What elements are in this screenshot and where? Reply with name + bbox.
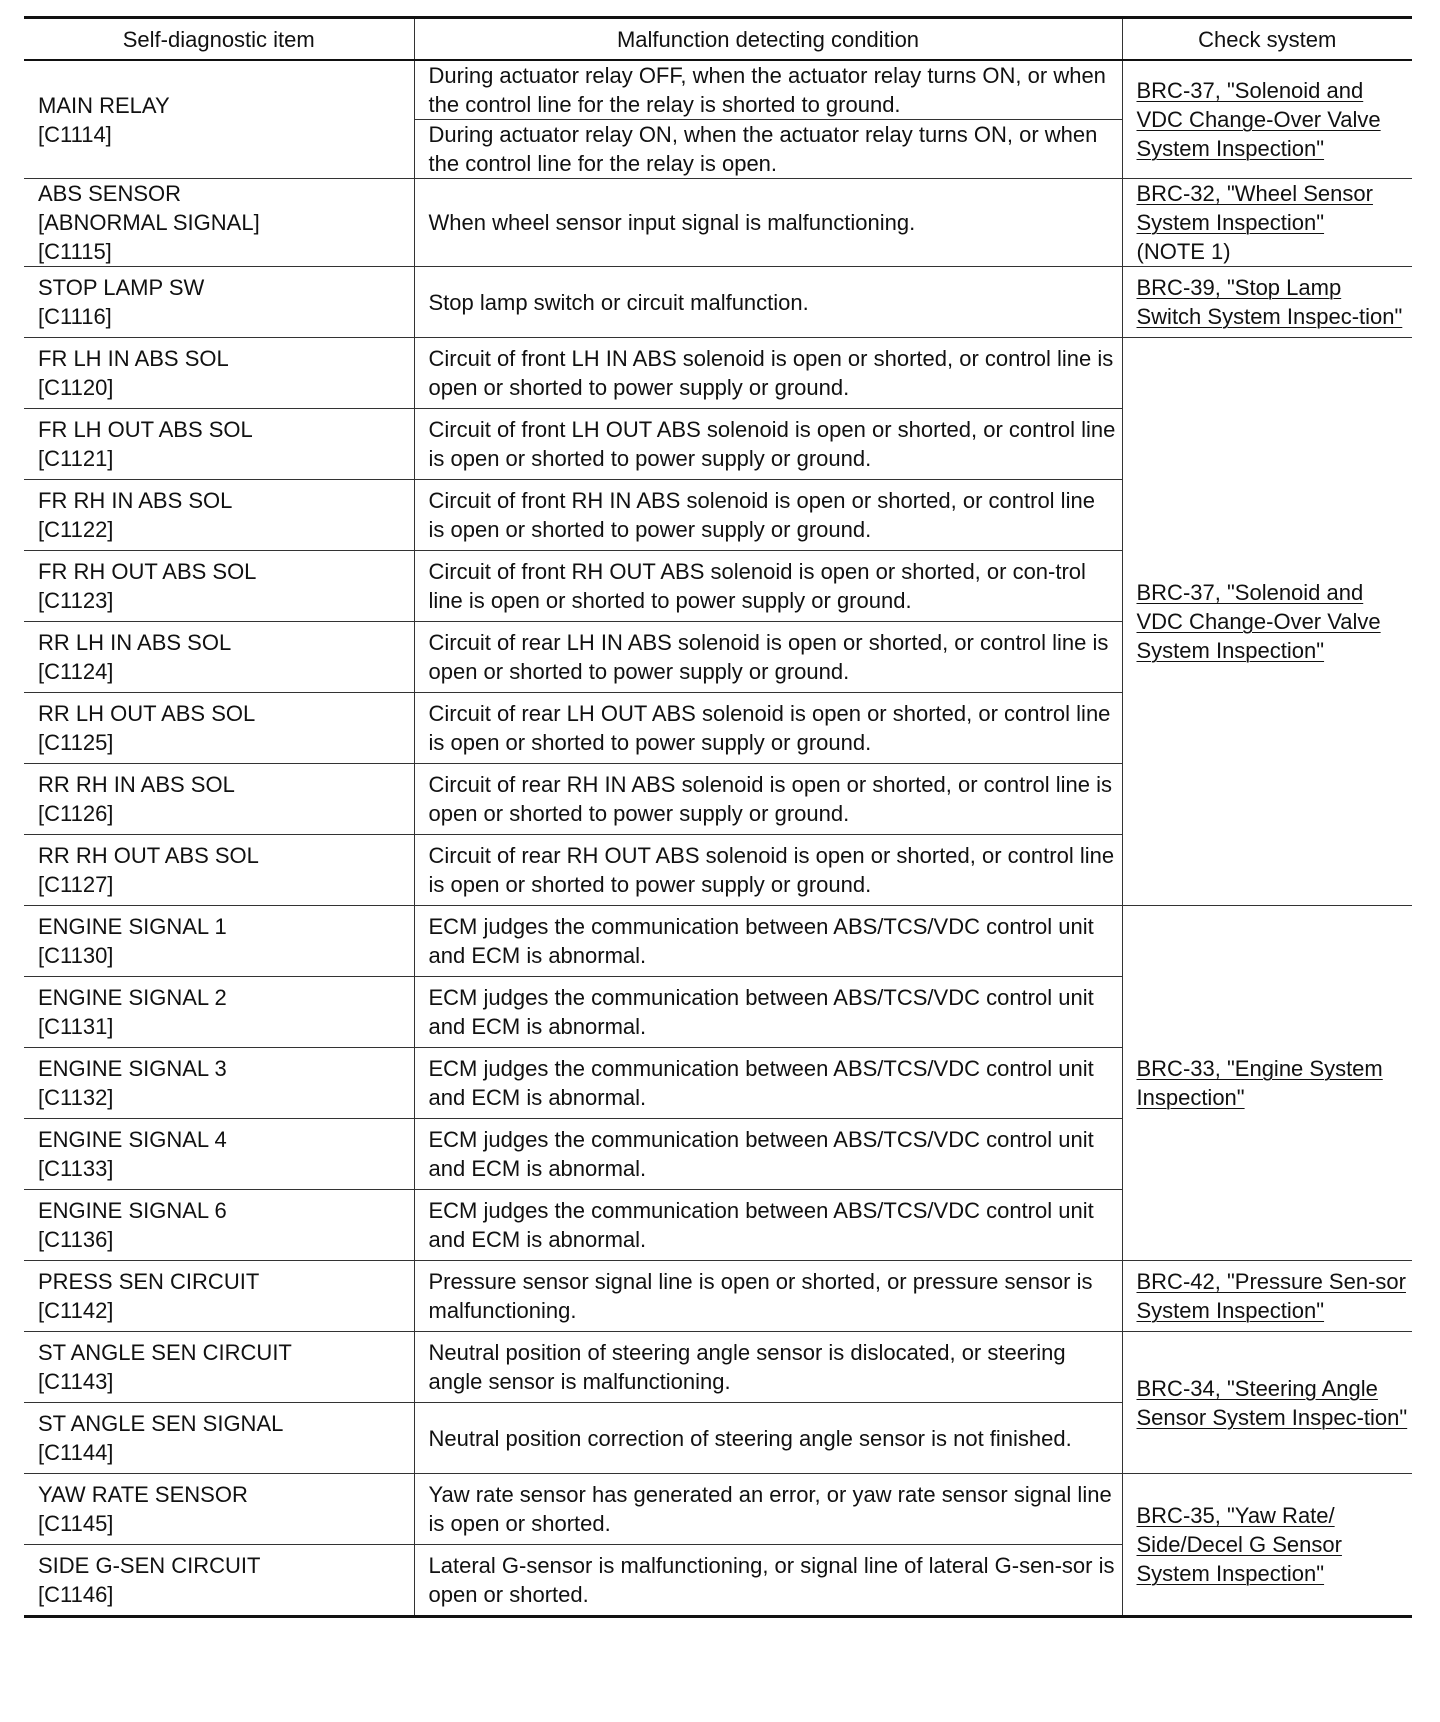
malfunction-condition-cell: Pressure sensor signal line is open or shorted, or pressure sensor is malfunctioning. — [414, 1261, 1122, 1332]
malfunction-condition-cell: Circuit of rear RH IN ABS solenoid is open or shorted, or control line is open or shorted to power supply or ground. — [414, 764, 1122, 835]
check-system-note: (NOTE 1) — [1136, 239, 1231, 264]
table-row — [24, 338, 1412, 409]
check-system-link[interactable]: BRC-32, "Wheel Sensor System Inspection" — [1136, 181, 1373, 235]
malfunction-condition-cell: ECM judges the communication between ABS/TCS/VDC control unit and ECM is abnormal. — [414, 977, 1122, 1048]
malfunction-condition-cell: Neutral position correction of steering angle sensor is not finished. — [414, 1403, 1122, 1474]
malfunction-condition-cell: When wheel sensor input signal is malfunctioning. — [414, 179, 1122, 267]
malfunction-condition-cell: Circuit of front RH IN ABS solenoid is open or shorted, or control line is open or shorted to power supply or ground. — [414, 480, 1122, 551]
diagnostic-item-cell: ENGINE SIGNAL 1 [C1130] — [24, 906, 414, 977]
check-system-cell — [1122, 1332, 1412, 1474]
table-row — [24, 267, 1412, 338]
check-system-link[interactable]: BRC-37, "Solenoid and VDC Change-Over Valve System Inspection" — [1136, 580, 1381, 663]
table-row — [24, 906, 1412, 977]
malfunction-condition-cell: Yaw rate sensor has generated an error, or yaw rate sensor signal line is open or shorted. — [414, 1474, 1122, 1545]
diagnostic-item-cell: RR LH OUT ABS SOL [C1125] — [24, 693, 414, 764]
malfunction-condition-cell: Circuit of rear LH IN ABS solenoid is open or shorted, or control line is open or shorted to power supply or ground. — [414, 622, 1122, 693]
table-row — [24, 1261, 1412, 1332]
table-row — [24, 60, 1412, 120]
diagnostic-item-cell: PRESS SEN CIRCUIT [C1142] — [24, 1261, 414, 1332]
malfunction-condition-cell: Neutral position of steering angle sensor is dislocated, or steering angle sensor is malfunctioning. — [414, 1332, 1122, 1403]
header-malfunction-condition: Malfunction detecting condition — [414, 18, 1122, 61]
self-diagnostic-table — [24, 16, 1412, 1618]
diagnostic-item-cell: RR RH IN ABS SOL [C1126] — [24, 764, 414, 835]
diagnostic-item-cell: ENGINE SIGNAL 6 [C1136] — [24, 1190, 414, 1261]
diagnostic-item-cell: FR RH OUT ABS SOL [C1123] — [24, 551, 414, 622]
check-system-link[interactable]: BRC-42, "Pressure Sen-sor System Inspection" — [1136, 1269, 1406, 1323]
malfunction-condition-cell: ECM judges the communication between ABS/TCS/VDC control unit and ECM is abnormal. — [414, 1190, 1122, 1261]
table-body — [24, 60, 1412, 1617]
check-system-cell — [1122, 906, 1412, 1261]
diagnostic-item-cell: FR RH IN ABS SOL [C1122] — [24, 480, 414, 551]
diagnostic-item-cell: MAIN RELAY [C1114] — [24, 60, 414, 179]
malfunction-condition-cell: Stop lamp switch or circuit malfunction. — [414, 267, 1122, 338]
diagnostic-item-cell: RR LH IN ABS SOL [C1124] — [24, 622, 414, 693]
check-system-cell — [1122, 338, 1412, 906]
check-system-cell — [1122, 179, 1412, 267]
malfunction-condition-cell: During actuator relay ON, when the actuator relay turns ON, or when the control line for the relay is open. — [414, 120, 1122, 179]
malfunction-condition-cell: ECM judges the communication between ABS/TCS/VDC control unit and ECM is abnormal. — [414, 1119, 1122, 1190]
diagnostic-item-cell: ABS SENSOR [ABNORMAL SIGNAL] [C1115] — [24, 179, 414, 267]
diagnostic-item-cell: SIDE G-SEN CIRCUIT [C1146] — [24, 1545, 414, 1617]
diagnostic-item-cell: STOP LAMP SW [C1116] — [24, 267, 414, 338]
malfunction-condition-cell: ECM judges the communication between ABS/TCS/VDC control unit and ECM is abnormal. — [414, 906, 1122, 977]
check-system-link[interactable]: BRC-37, "Solenoid and VDC Change-Over Valve System Inspection" — [1136, 78, 1381, 161]
diagnostic-item-cell: ST ANGLE SEN SIGNAL [C1144] — [24, 1403, 414, 1474]
table-row — [24, 1474, 1412, 1545]
malfunction-condition-cell: ECM judges the communication between ABS/TCS/VDC control unit and ECM is abnormal. — [414, 1048, 1122, 1119]
table-header-row — [24, 18, 1412, 61]
check-system-link[interactable]: BRC-34, "Steering Angle Sensor System Inspec-tion" — [1136, 1375, 1408, 1430]
diagnostic-item-cell: RR RH OUT ABS SOL [C1127] — [24, 835, 414, 906]
check-system-link[interactable]: BRC-33, "Engine System Inspection" — [1136, 1056, 1383, 1110]
check-system-cell — [1122, 1261, 1412, 1332]
check-system-cell — [1122, 1474, 1412, 1617]
diagnostic-item-cell: FR LH OUT ABS SOL [C1121] — [24, 409, 414, 480]
malfunction-condition-cell: Circuit of rear LH OUT ABS solenoid is open or shorted, or control line is open or shorted to power supply or ground. — [414, 693, 1122, 764]
check-system-cell — [1122, 267, 1412, 338]
diagnostic-item-cell: FR LH IN ABS SOL [C1120] — [24, 338, 414, 409]
malfunction-condition-cell: Circuit of front RH OUT ABS solenoid is open or shorted, or con-trol line is open or shorted to power supply or ground. — [414, 551, 1122, 622]
diagnostic-item-cell: ST ANGLE SEN CIRCUIT [C1143] — [24, 1332, 414, 1403]
check-system-link[interactable]: BRC-35, "Yaw Rate/ Side/Decel G Sensor System Inspection" — [1136, 1503, 1342, 1586]
diagnostic-item-cell: ENGINE SIGNAL 4 [C1133] — [24, 1119, 414, 1190]
diagnostic-item-cell: ENGINE SIGNAL 3 [C1132] — [24, 1048, 414, 1119]
header-self-diagnostic-item: Self-diagnostic item — [24, 18, 414, 61]
table-row — [24, 179, 1412, 267]
malfunction-condition-cell: During actuator relay OFF, when the actuator relay turns ON, or when the control line for the relay is shorted to ground. — [414, 60, 1122, 120]
table-row — [24, 1332, 1412, 1403]
malfunction-condition-cell: Circuit of rear RH OUT ABS solenoid is open or shorted, or control line is open or shorted to power supply or ground. — [414, 835, 1122, 906]
malfunction-condition-cell: Circuit of front LH IN ABS solenoid is open or shorted, or control line is open or shorted to power supply or ground. — [414, 338, 1122, 409]
check-system-link[interactable]: BRC-39, "Stop Lamp Switch System Inspec-tion" — [1136, 275, 1403, 329]
check-system-cell — [1122, 60, 1412, 179]
malfunction-condition-cell: Circuit of front LH OUT ABS solenoid is open or shorted, or control line is open or shorted to power supply or ground. — [414, 409, 1122, 480]
header-check-system: Check system — [1122, 18, 1412, 61]
malfunction-condition-cell: Lateral G-sensor is malfunctioning, or signal line of lateral G-sen-sor is open or shorted. — [414, 1545, 1122, 1617]
diagnostic-item-cell: ENGINE SIGNAL 2 [C1131] — [24, 977, 414, 1048]
diagnostic-item-cell: YAW RATE SENSOR [C1145] — [24, 1474, 414, 1545]
